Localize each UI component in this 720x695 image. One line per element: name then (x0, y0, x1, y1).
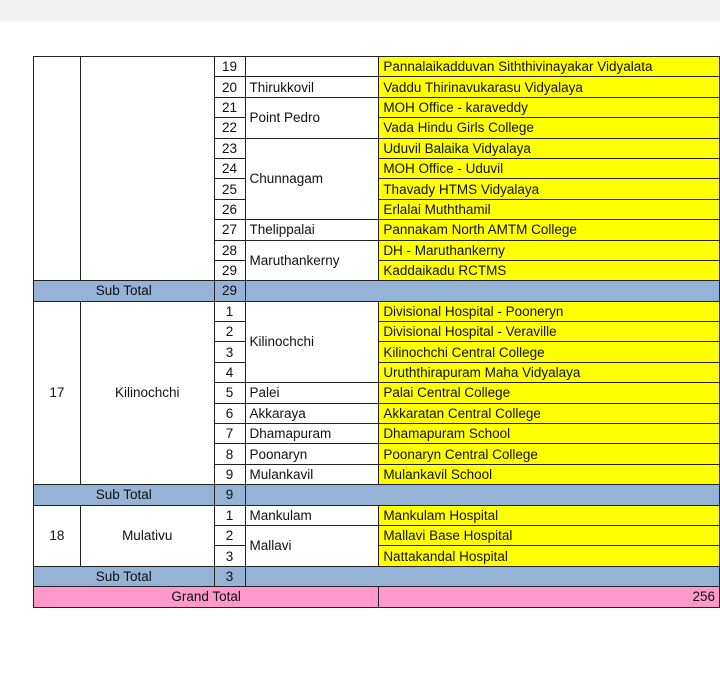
subtotal-blank (245, 566, 720, 586)
row-number: 23 (214, 138, 245, 158)
subtotal-blank (245, 485, 720, 505)
place-cell (245, 57, 379, 77)
venue-cell: Mulankavil School (379, 464, 720, 484)
place-cell: Mulankavil (245, 464, 379, 484)
venue-table (33, 56, 720, 608)
venue-cell: Nattakandal Hospital (379, 546, 720, 566)
subtotal-label: Sub Total (34, 281, 215, 301)
place-cell: Chunnagam (245, 138, 379, 220)
venue-cell: Erlalai Muththamil (379, 199, 720, 219)
subtotal-row (34, 281, 720, 301)
row-number: 5 (214, 383, 245, 403)
venue-cell: Kaddaikadu RCTMS (379, 260, 720, 280)
venue-cell: Mankulam Hospital (379, 505, 720, 525)
row-number: 9 (214, 464, 245, 484)
row-number: 21 (214, 97, 245, 117)
venue-cell: Palai Central College (379, 383, 720, 403)
place-cell: Thirukkovil (245, 77, 379, 97)
table-row (34, 301, 720, 321)
row-number: 29 (214, 260, 245, 280)
row-number: 20 (214, 77, 245, 97)
subtotal-blank (245, 281, 720, 301)
district-id-cell: 17 (34, 301, 81, 485)
district-name-cell (80, 57, 214, 281)
subtotal-value: 9 (214, 485, 245, 505)
place-cell: Thelippalai (245, 220, 379, 240)
row-number: 28 (214, 240, 245, 260)
subtotal-value: 3 (214, 566, 245, 586)
row-number: 19 (214, 57, 245, 77)
row-number: 1 (214, 505, 245, 525)
venue-cell: Pannakam North AMTM College (379, 220, 720, 240)
subtotal-row (34, 566, 720, 586)
venue-cell: MOH Office - karaveddy (379, 97, 720, 117)
row-number: 25 (214, 179, 245, 199)
subtotal-label: Sub Total (34, 485, 215, 505)
venue-cell: Vada Hindu Girls College (379, 118, 720, 138)
row-number: 1 (214, 301, 245, 321)
place-cell: Dhamapuram (245, 424, 379, 444)
grand-total-value: 256 (379, 587, 720, 607)
district-name-cell: Mulativu (80, 505, 214, 566)
venue-cell: Pannalaikadduvan Siththivinayakar Vidyalata (379, 57, 720, 77)
place-cell: Maruthankerny (245, 240, 379, 281)
venue-cell: Akkaratan Central College (379, 403, 720, 423)
row-number: 6 (214, 403, 245, 423)
district-id-cell (34, 57, 81, 281)
venue-cell: Uduvil Balaika Vidyalaya (379, 138, 720, 158)
row-number: 26 (214, 199, 245, 219)
place-cell: Mallavi (245, 525, 379, 566)
venue-cell: MOH Office - Uduvil (379, 158, 720, 178)
table-row (34, 57, 720, 77)
row-number: 8 (214, 444, 245, 464)
row-number: 2 (214, 322, 245, 342)
place-cell: Poonaryn (245, 444, 379, 464)
venue-cell: Mallavi Base Hospital (379, 525, 720, 545)
table-row (34, 505, 720, 525)
venue-cell: Thavady HTMS Vidyalaya (379, 179, 720, 199)
subtotal-value: 29 (214, 281, 245, 301)
row-number: 4 (214, 362, 245, 382)
district-name-cell: Kilinochchi (80, 301, 214, 485)
row-number: 22 (214, 118, 245, 138)
row-number: 24 (214, 158, 245, 178)
venue-cell: DH - Maruthankerny (379, 240, 720, 260)
district-id-cell: 18 (34, 505, 81, 566)
venue-cell: Kilinochchi Central College (379, 342, 720, 362)
place-cell: Palei (245, 383, 379, 403)
venue-cell: Uruththirapuram Maha Vidyalaya (379, 362, 720, 382)
venue-cell: Divisional Hospital - Pooneryn (379, 301, 720, 321)
venue-cell: Divisional Hospital - Veraville (379, 322, 720, 342)
viewer-top-bar (0, 0, 720, 21)
row-number: 27 (214, 220, 245, 240)
place-cell: Point Pedro (245, 97, 379, 138)
row-number: 2 (214, 525, 245, 545)
subtotal-row (34, 485, 720, 505)
grand-total-label: Grand Total (34, 587, 379, 607)
subtotal-label: Sub Total (34, 566, 215, 586)
venue-cell: Poonaryn Central College (379, 444, 720, 464)
place-cell: Akkaraya (245, 403, 379, 423)
place-cell: Mankulam (245, 505, 379, 525)
venue-cell: Dhamapuram School (379, 424, 720, 444)
row-number: 7 (214, 424, 245, 444)
venue-cell: Vaddu Thirinavukarasu Vidyalaya (379, 77, 720, 97)
row-number: 3 (214, 546, 245, 566)
row-number: 3 (214, 342, 245, 362)
grand-total-row (34, 587, 720, 607)
place-cell: Kilinochchi (245, 301, 379, 383)
